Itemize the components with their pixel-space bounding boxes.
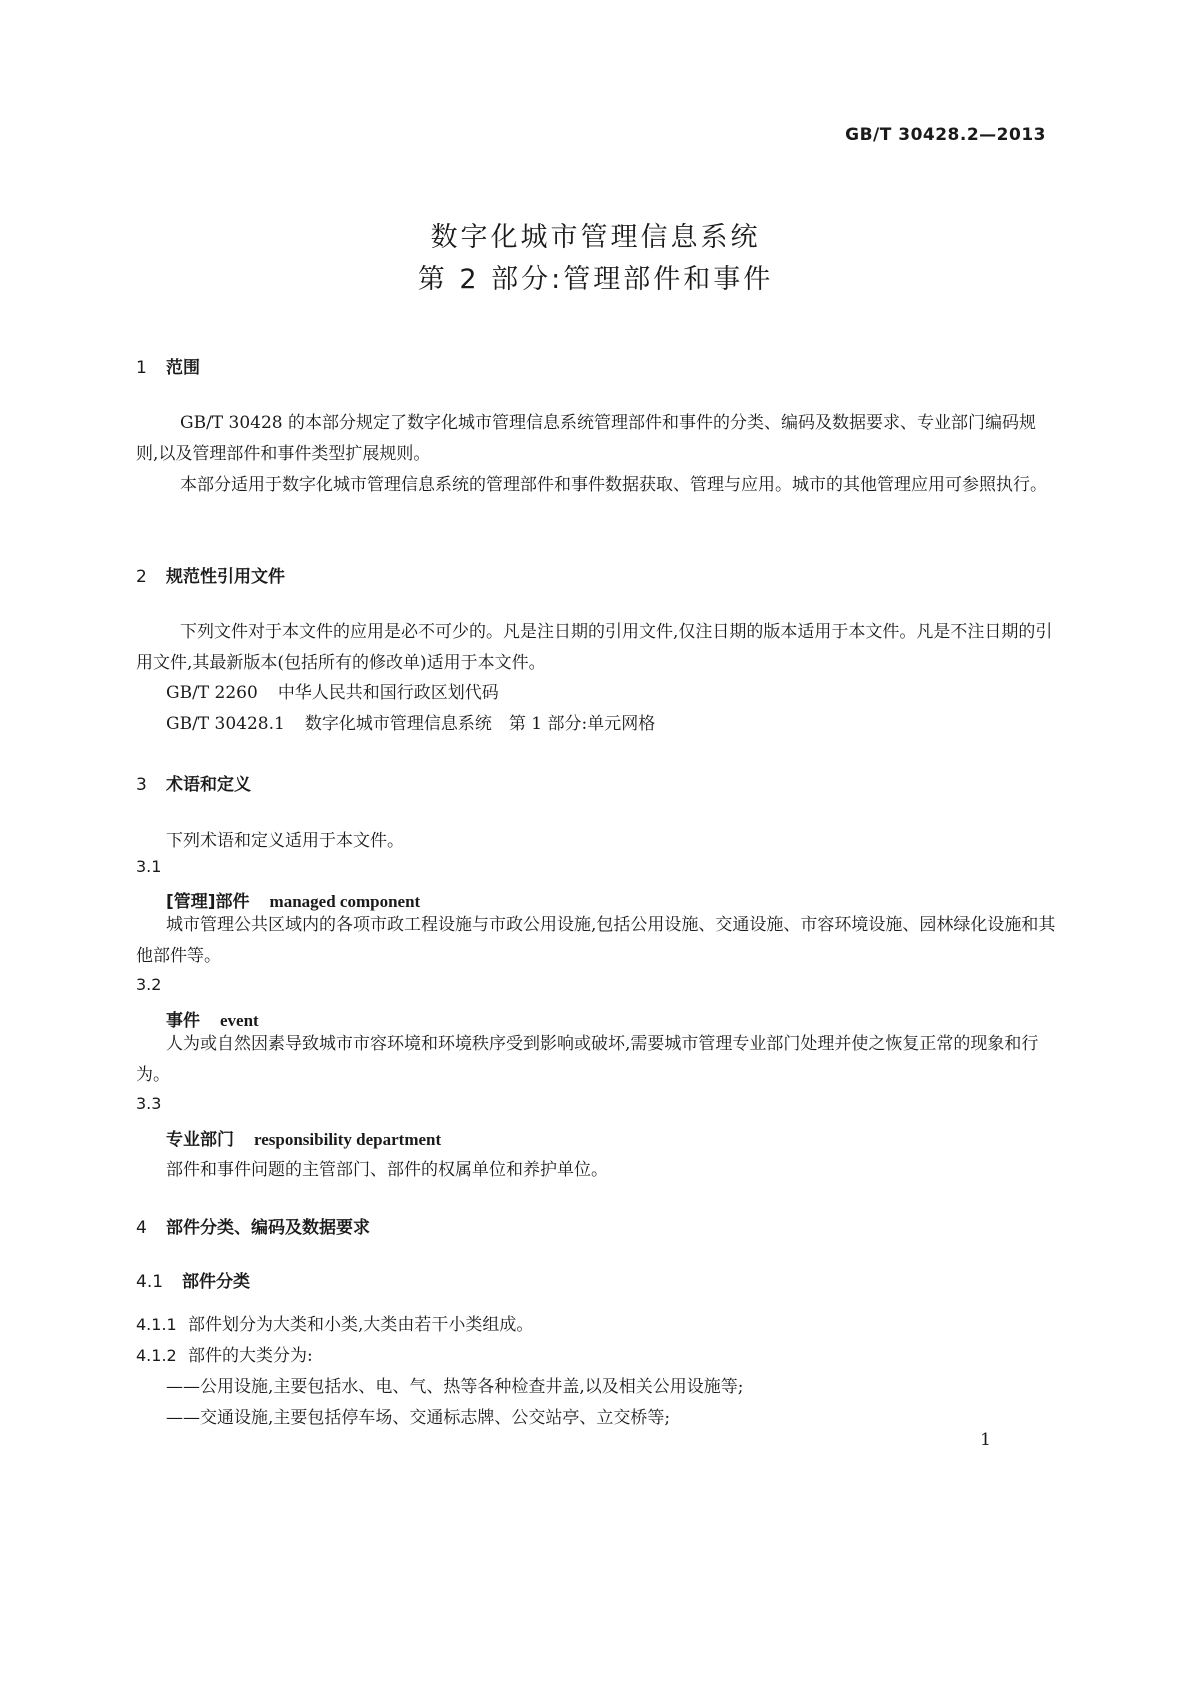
section-2-paragraph-1: 下列文件对于本文件的应用是必不可少的。凡是注日期的引用文件,仅注日期的版本适用于本文件。凡是不注日期的引用文件,其最新版本(包括所有的修改单)适用于本文件。 — [136, 622, 1053, 673]
term-heading — [166, 887, 420, 912]
clause-item — [136, 1310, 533, 1335]
subsection-4-1-heading — [136, 1267, 250, 1292]
term-number: 3.1 — [136, 857, 162, 876]
term-chinese: 事件 — [166, 1011, 200, 1031]
term-number: 3.2 — [136, 975, 162, 994]
reference-code: GB/T 30428.1 — [166, 714, 285, 734]
term-number: 3.3 — [136, 1094, 162, 1113]
subsection-title: 部件分类 — [182, 1272, 250, 1292]
section-1-paragraph-1: GB/T 30428 的本部分规定了数字化城市管理信息系统管理部件和事件的分类、编码及数据要求、专业部门编码规则,以及管理部件和事件类型扩展规则。 — [136, 413, 1037, 464]
dash-list-item: ——公用设施,主要包括水、电、气、热等各种检查井盖,以及相关公用设施等; — [166, 1377, 744, 1397]
reference-title: 中华人民共和国行政区划代码 — [277, 683, 499, 703]
page-number: 1 — [980, 1430, 991, 1450]
section-number: 4 — [136, 1218, 147, 1238]
term-heading — [166, 1125, 441, 1150]
term-english: managed component — [269, 892, 421, 911]
section-title: 规范性引用文件 — [166, 567, 285, 587]
clause-number: 4.1.2 — [136, 1346, 177, 1365]
standard-number: GB/T 30428.2—2013 — [845, 125, 1046, 145]
document-title: 数字化城市管理信息系统 — [430, 222, 761, 253]
normative-reference — [166, 709, 655, 734]
term-heading — [166, 1006, 259, 1031]
section-number: 3 — [136, 775, 147, 795]
section-1-paragraph-2: 本部分适用于数字化城市管理信息系统的管理部件和事件数据获取、管理与应用。城市的其他管理应用可参照执行。 — [180, 475, 1047, 495]
document-subtitle: 第 2 部分:管理部件和事件 — [417, 264, 774, 295]
term-definition: 部件和事件问题的主管部门、部件的权属单位和养护单位。 — [166, 1160, 608, 1180]
section-number: 2 — [136, 567, 147, 587]
term-english: event — [220, 1011, 259, 1030]
clause-number: 4.1.1 — [136, 1315, 177, 1334]
section-title: 部件分类、编码及数据要求 — [166, 1218, 370, 1238]
clause-text: 部件划分为大类和小类,大类由若干小类组成。 — [188, 1315, 534, 1335]
term-english: responsibility department — [254, 1130, 442, 1149]
clause-item — [136, 1341, 313, 1366]
section-4-heading — [136, 1213, 370, 1238]
section-2-heading — [136, 562, 285, 587]
normative-reference — [166, 678, 499, 703]
term-definition: 人为或自然因素导致城市市容环境和环境秩序受到影响或破坏,需要城市管理专业部门处理并使之恢复正常的现象和行为。 — [136, 1034, 1039, 1085]
dash-list-item: ——交通设施,主要包括停车场、交通标志牌、公交站亭、立交桥等; — [166, 1408, 671, 1428]
term-chinese: 专业部门 — [166, 1130, 234, 1150]
clause-text: 部件的大类分为: — [188, 1346, 313, 1366]
section-3-intro: 下列术语和定义适用于本文件。 — [166, 831, 404, 851]
section-title: 范围 — [166, 358, 200, 378]
reference-code: GB/T 2260 — [166, 683, 258, 703]
term-chinese: [管理]部件 — [166, 892, 250, 912]
subsection-number: 4.1 — [136, 1272, 164, 1292]
term-definition: 城市管理公共区域内的各项市政工程设施与市政公用设施,包括公用设施、交通设施、市容环境设施、园林绿化设施和其他部件等。 — [136, 915, 1056, 966]
section-number: 1 — [136, 358, 147, 378]
section-1-heading — [136, 353, 200, 378]
section-3-heading — [136, 770, 251, 795]
reference-title: 数字化城市管理信息系统 第 1 部分:单元网格 — [304, 714, 656, 734]
section-title: 术语和定义 — [166, 775, 251, 795]
